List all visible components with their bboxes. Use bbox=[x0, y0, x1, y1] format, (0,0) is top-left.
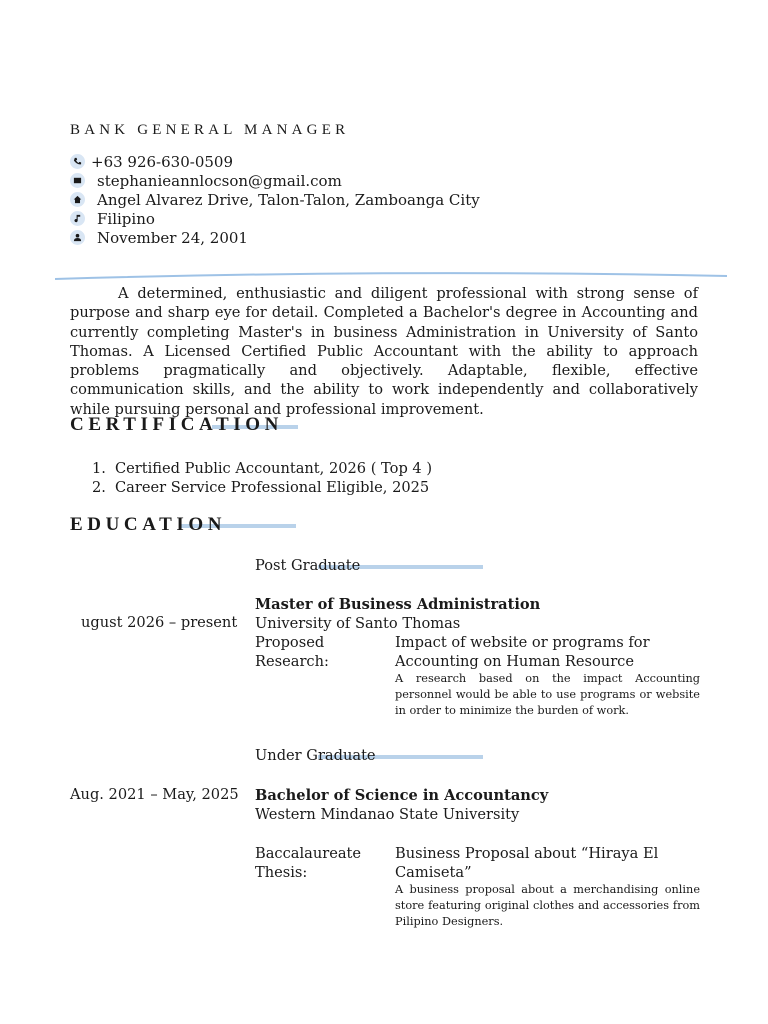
job-title: BANK GENERAL MANAGER bbox=[70, 122, 350, 138]
research-row bbox=[255, 633, 700, 718]
post-graduate-entry bbox=[255, 595, 700, 718]
contact-birthdate bbox=[70, 228, 480, 247]
profile-summary: A determined, enthusiastic and diligent professional with strong sense of purpose and sharp eye for detail. Completed a Bachelor's degree in Accounting and currently completing Master's in business Administration in University of Santo Thomas. A Licensed Certified Public Accountant with the ability to approach problems pragmatically and objectively. Adaptable, flexible, effective communication skills, and the ability to work independently and collaboratively while pursuing personal and professional improvement. bbox=[70, 285, 698, 418]
degree-title: Bachelor of Science in Accountancy bbox=[255, 787, 549, 804]
home-icon bbox=[70, 192, 85, 207]
contact-nationality bbox=[70, 209, 480, 228]
contact-list bbox=[70, 152, 480, 247]
contact-birthdate-text: November 24, 2001 bbox=[97, 228, 248, 247]
contact-email bbox=[70, 171, 480, 190]
music-note-icon bbox=[70, 211, 85, 226]
post-graduate-date: ugust 2026 – present bbox=[81, 614, 238, 631]
contact-nationality-text: Filipino bbox=[97, 209, 155, 228]
under-graduate-label: Under Graduate bbox=[255, 747, 376, 764]
contact-phone bbox=[70, 152, 480, 171]
thesis-description: A business proposal about a merchandising online store featuring original clothes and accessories from Pilipino Designers. bbox=[395, 883, 700, 928]
certification-title: CERTIFICATION bbox=[70, 414, 283, 435]
school-name: Western Mindanao State University bbox=[255, 806, 520, 823]
phone-icon bbox=[70, 154, 85, 169]
research-label: Proposed Research: bbox=[255, 634, 329, 670]
thesis-label: Baccalaureate Thesis: bbox=[255, 845, 362, 881]
contact-address bbox=[70, 190, 480, 209]
research-title-line1: Impact of website or programs for bbox=[395, 634, 650, 651]
person-icon bbox=[70, 230, 85, 245]
thesis-row bbox=[255, 844, 700, 929]
contact-address-text: Angel Alvarez Drive, Talon-Talon, Zamboanga City bbox=[97, 190, 480, 209]
email-icon bbox=[70, 173, 85, 188]
under-graduate-date: Aug. 2021 – May, 2025 bbox=[70, 786, 239, 803]
certification-list bbox=[92, 459, 432, 497]
list-item: 1. Certified Public Accountant, 2026 ( Top 4 ) bbox=[92, 460, 433, 477]
thesis-title-line2: Camiseta” bbox=[395, 864, 472, 881]
list-item: 2. Career Service Professional Eligible, 2025 bbox=[92, 479, 430, 496]
post-graduate-label: Post Graduate bbox=[255, 557, 361, 574]
school-name: University of Santo Thomas bbox=[255, 615, 461, 632]
research-title-line2: Accounting on Human Resource bbox=[395, 653, 634, 670]
contact-phone-text: +63 926-630-0509 bbox=[91, 152, 233, 171]
degree-title: Master of Business Administration bbox=[255, 596, 541, 613]
contact-email-text: stephanieannlocson@gmail.com bbox=[97, 171, 342, 190]
research-description: A research based on the impact Accounting personnel would be able to use programs or website in order to minimize the burden of work. bbox=[395, 672, 700, 717]
under-graduate-entry bbox=[255, 786, 700, 929]
education-title: EDUCATION bbox=[70, 514, 227, 535]
thesis-title-line1: Business Proposal about “Hiraya El bbox=[395, 845, 659, 862]
